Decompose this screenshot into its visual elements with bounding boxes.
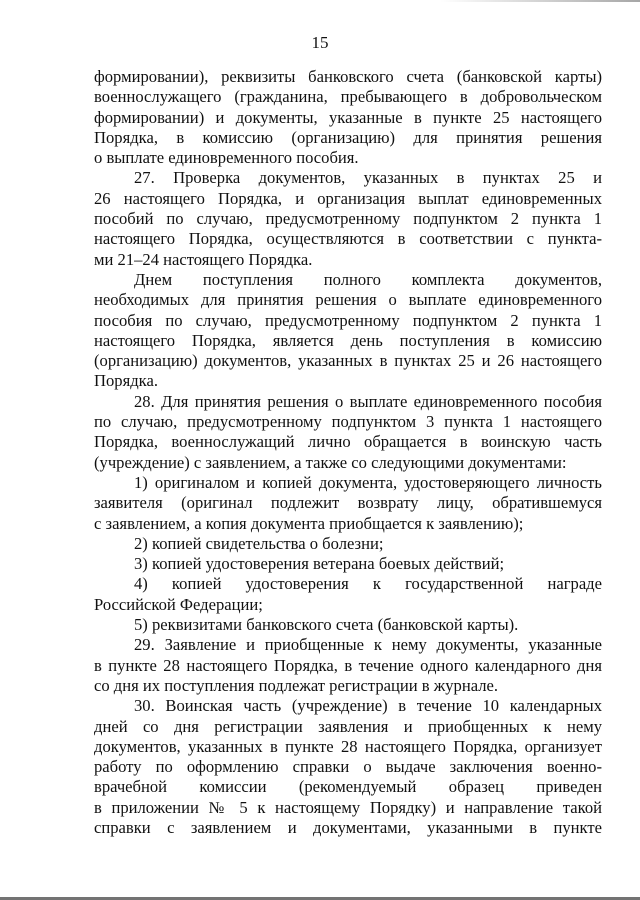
text-line: работу по оформлению справки о выдаче заключения военно- bbox=[94, 757, 602, 777]
text-line: со дня их поступления подлежат регистрации в журнале. bbox=[94, 675, 499, 695]
text-line: документов, указанных в пункте 28 настоящего Порядка, организует bbox=[94, 736, 602, 756]
page-number: 15 bbox=[311, 33, 329, 52]
text-line: (организацию) документов, указанных в пунктах 25 и 26 настоящего bbox=[94, 351, 602, 371]
text-line: формировании), реквизиты банковского счета (банковской карты) bbox=[94, 67, 602, 86]
text-line: (учреждение) с заявлением, а также со следующими документами: bbox=[94, 452, 567, 472]
text-line: ми 21–24 настоящего Порядка. bbox=[94, 249, 313, 269]
paragraph-lines bbox=[94, 67, 602, 838]
text-line: настоящего Порядка, является день поступления в комиссию bbox=[94, 330, 602, 350]
text-line: пособия по случаю, предусмотренному подпунктом 2 пункта 1 bbox=[94, 310, 602, 330]
text-line: заявителя (оригинал подлежит возврату лицу, обратившемуся bbox=[94, 493, 602, 513]
text-line: Порядка, военнослужащий лично обращается в воинскую часть bbox=[94, 432, 602, 452]
text-line: 2) копией свидетельства о болезни; bbox=[134, 533, 384, 553]
text-line: 28. Для принятия решения о выплате единовременного пособия bbox=[134, 391, 602, 411]
scan-edge-top bbox=[440, 0, 640, 2]
text-line: Порядка, в комиссию (организацию) для принятия решения bbox=[94, 127, 602, 147]
text-line: формировании) и документы, указанные в пункте 25 настоящего bbox=[94, 107, 602, 127]
text-line: 3) копией удостоверения ветерана боевых действий; bbox=[134, 554, 505, 574]
text-line: 5) реквизитами банковского счета (банковской карты). bbox=[134, 615, 519, 635]
text-line: 1) оригиналом и копией документа, удостоверяющего личность bbox=[134, 472, 602, 492]
text-line: 27. Проверка документов, указанных в пунктах 25 и bbox=[134, 168, 602, 188]
text-line: военнослужащего (гражданина, пребывающего в добровольческом bbox=[94, 87, 602, 107]
text-line: 4) копией удостоверения к государственной награде bbox=[134, 574, 602, 594]
text-line: Порядка. bbox=[94, 371, 158, 391]
text-line: пособий по случаю, предусмотренному подпунктом 2 пункта 1 bbox=[94, 209, 602, 229]
text-line: Российской Федерации; bbox=[94, 594, 263, 614]
text-line: необходимых для принятия решения о выплате единовременного bbox=[94, 290, 602, 310]
text-line: дней со дня регистрации заявления и приобщенных к нему bbox=[94, 716, 602, 736]
text-line: с заявлением, а копия документа приобщается к заявлению); bbox=[94, 513, 524, 533]
text-line: 26 настоящего Порядка, и организация выплат единовременных bbox=[94, 188, 602, 208]
text-line: в пункте 28 настоящего Порядка, в течение одного календарного дня bbox=[94, 655, 602, 675]
text-line: 29. Заявление и приобщенные к нему документы, указанные bbox=[134, 635, 602, 655]
text-line: в приложении № 5 к настоящему Порядку) и направление такой bbox=[94, 797, 602, 817]
text-line: 30. Воинская часть (учреждение) в течение 10 календарных bbox=[134, 696, 602, 716]
text-line: врачебной комиссии (рекомендуемый образец приведен bbox=[94, 777, 602, 797]
text-line: Днем поступления полного комплекта документов, bbox=[134, 269, 602, 289]
text-line: справки с заявлением и документами, указанными в пункте bbox=[94, 817, 602, 837]
text-line: о выплате единовременного пособия. bbox=[94, 148, 359, 168]
body-text bbox=[94, 67, 602, 838]
text-line: по случаю, предусмотренному подпунктом 3 пункта 1 настоящего bbox=[94, 412, 602, 432]
text-line: настоящего Порядка, осуществляются в соответствии с пункта- bbox=[94, 229, 602, 249]
